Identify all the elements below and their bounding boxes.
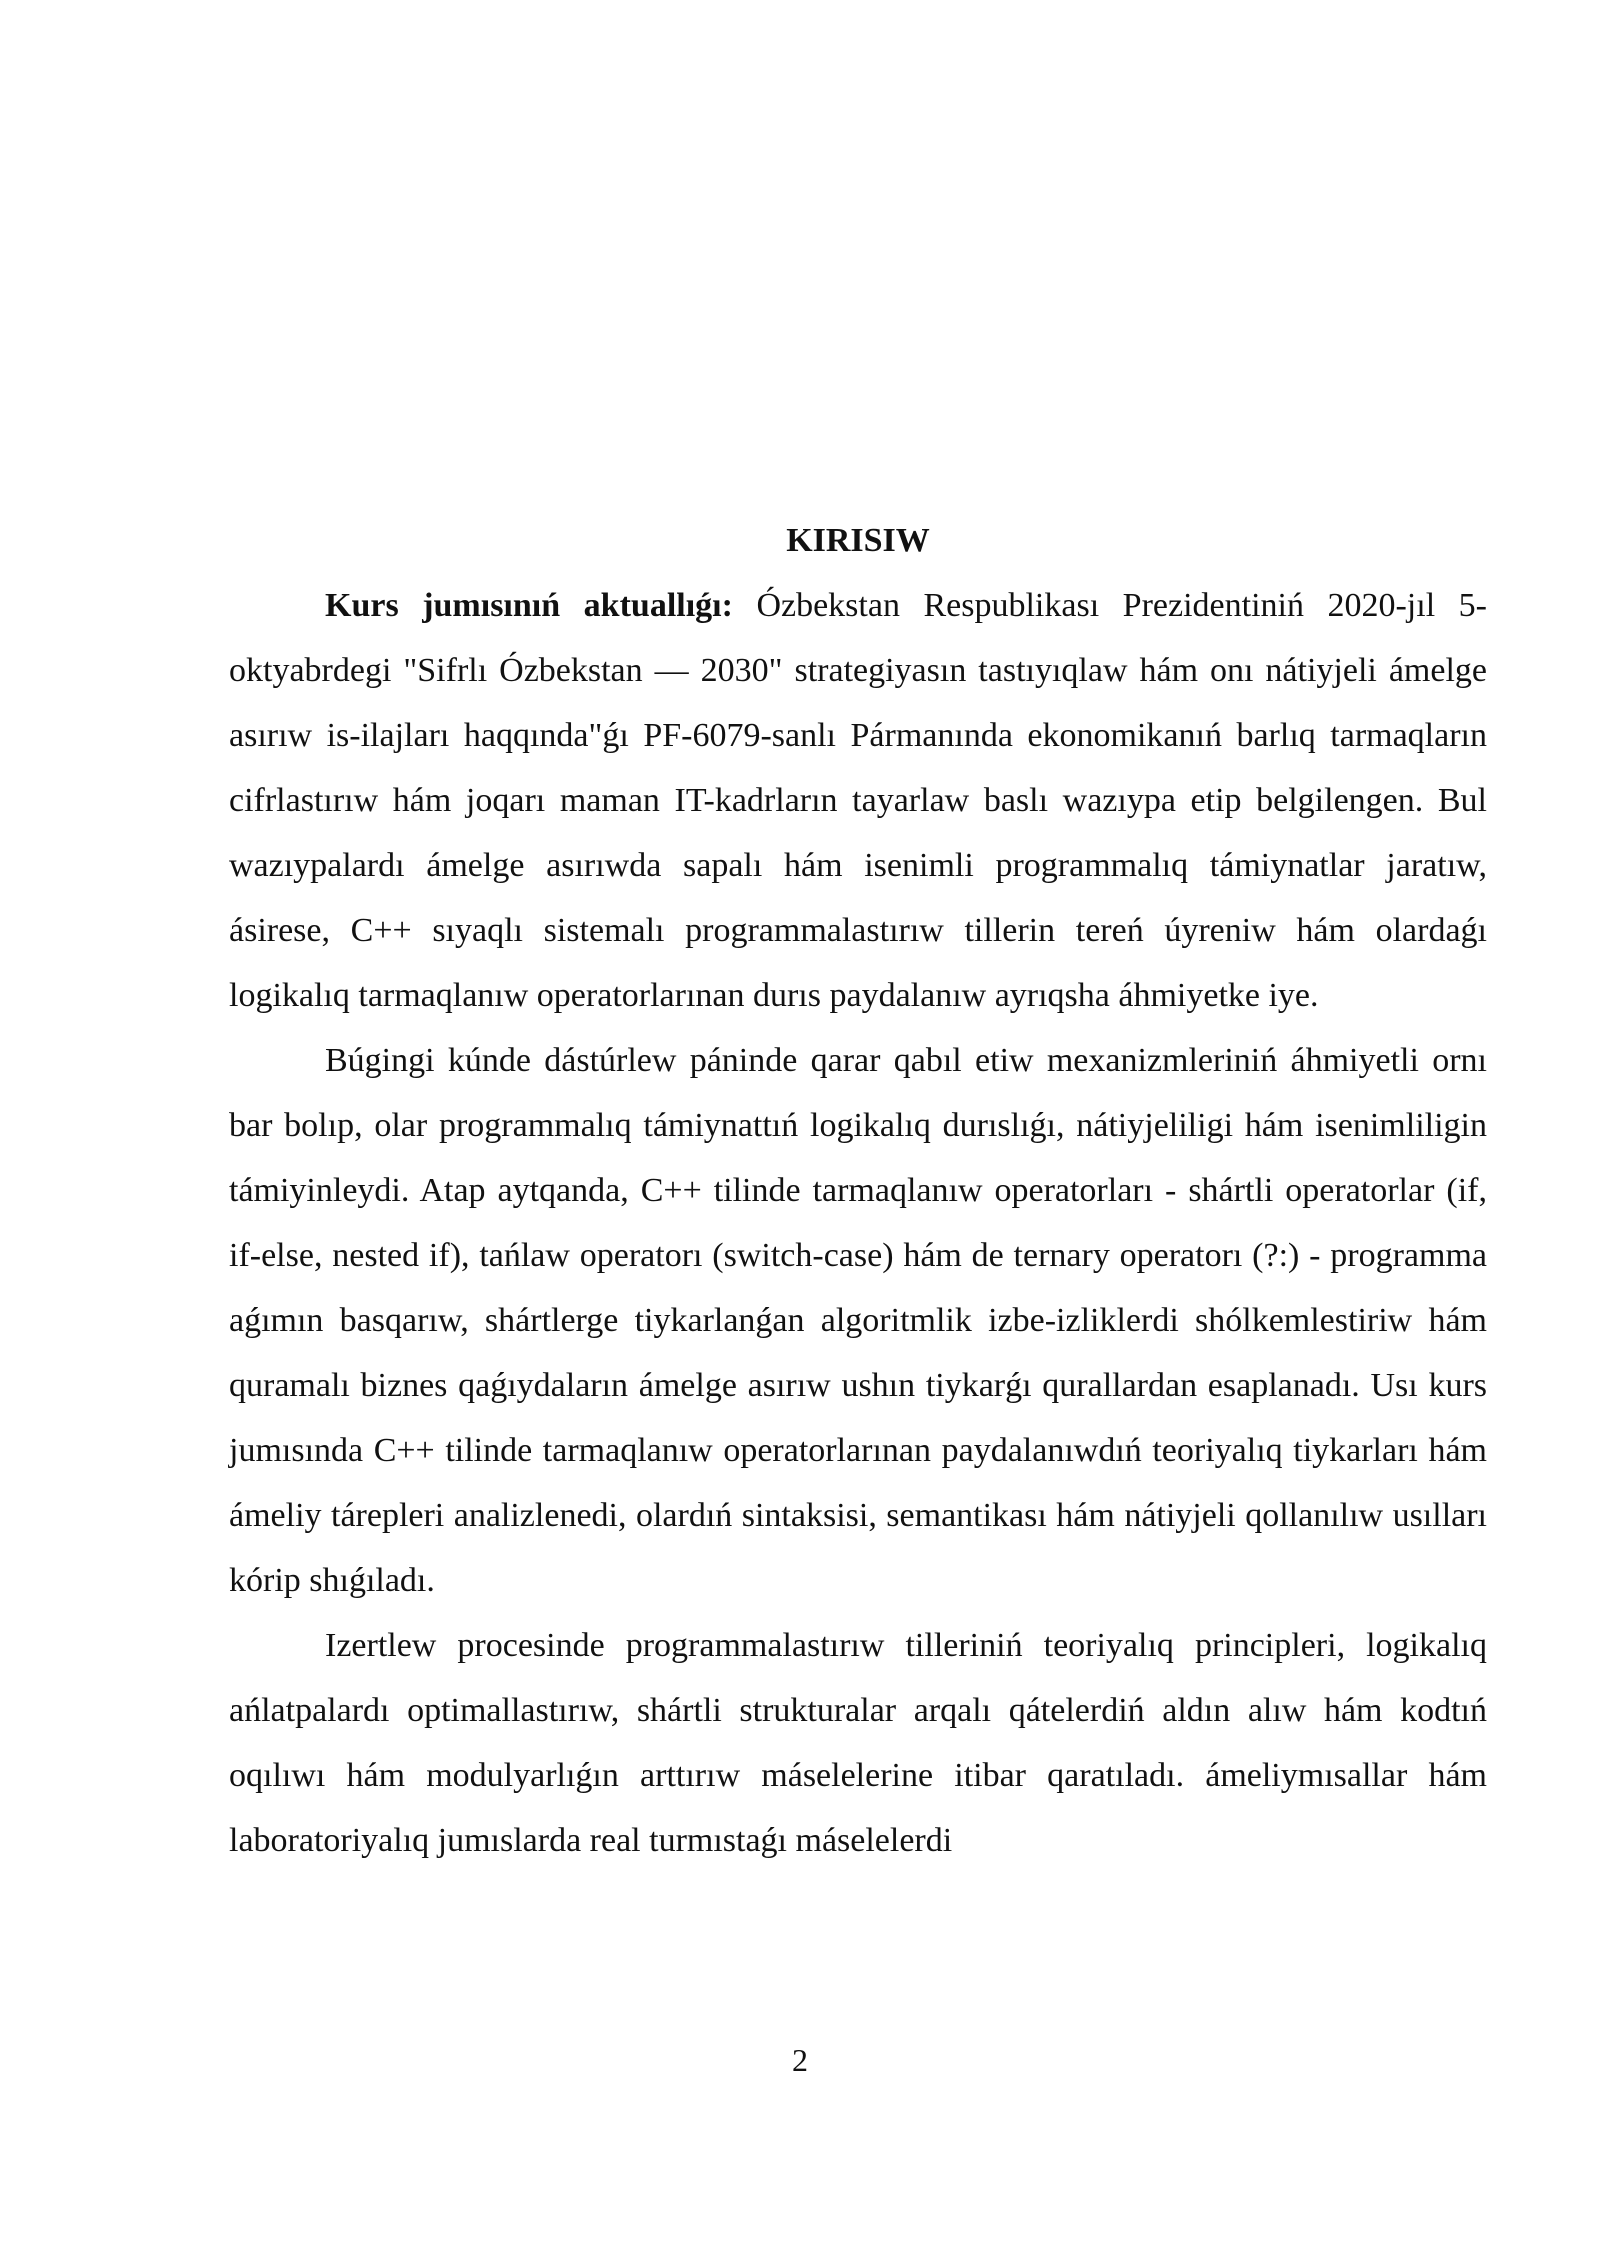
paragraph-today <box>229 1028 1487 1613</box>
section-heading: KIRISIW <box>786 522 930 559</box>
paragraph-actuality <box>229 573 1487 1028</box>
page-number: 2 <box>792 2042 808 2078</box>
paragraph-text: Ózbekstan Respublikası Prezidentiniń 2020-jıl 5-oktyabrdegi "Sifrlı Ózbekstan — 2030" strategiyasın tastıyıqlaw hám onı nátiyjeli ámelge asırıw is-ilajları haqqında"ǵı PF-6079-sanlı Pármanında ekonomikanıń barlıq tarmaqların cifrlastırıw hám joqarı maman IT-kadrların tayarlaw baslı wazıypa etip belgilengen. Bul wazıypalardı ámelge asırıwda sapalı hám isenimli programmalıq támiynatlar jaratıw, ásirese, C++ sıyaqlı sistemalı programmalastırıw tillerin tereń úyreniw hám olardaǵı logikalıq tarmaqlanıw operatorlarınan durıs paydalanıw ayrıqsha áhmiyetke iye. <box>229 587 1487 1014</box>
page-body <box>229 508 1487 1873</box>
paragraph-research <box>229 1613 1487 1873</box>
paragraph-text: Búgingi kúnde dástúrlew páninde qarar qabıl etiw mexanizmleriniń áhmiyetli ornı bar bolıp, olar programmalıq támiynattıń logikalıq durıslıǵı, nátiyjeliligi hám isenimliligin támiyinleydi. Atap aytqanda, C++ tilinde tarmaqlanıw operatorları - shártli operatorlar (if, if-else, nested if), tańlaw operatorı (switch-case) hám de ternary operatorı (?:) - programma aǵımın basqarıw, shártlerge tiykarlanǵan algoritmlik izbe-izliklerdi shólkemlestiriw hám quramalı biznes qaǵıydaların ámelge asırıw ushın tiykarǵı qurallardan esaplanadı. Usı kurs jumısında C++ tilinde tarmaqlanıw operatorlarınan paydalanıwdıń teoriyalıq tiykarları hám ámeliy tárepleri analizlenedi, olardıń sintaksisi, semantikası hám nátiyjeli qollanılıw usılları kórip shıǵıladı. <box>229 1042 1487 1599</box>
paragraph-text: Izertlew procesinde programmalastırıw tilleriniń teoriyalıq principleri, logikalıq ańlatpalardı optimallastırıw, shártli strukturalar arqalı qátelerdiń aldın alıw hám kodtıń oqılıwı hám modulyarlıǵın arttırıw máselelerine itibar qaratıladı. ámeliymısallar hám laboratoriyalıq jumıslarda real turmıstaǵı máselelerdi <box>229 1627 1487 1859</box>
paragraph-lead-bold: Kurs jumısınıń aktuallıǵı: <box>325 587 733 624</box>
